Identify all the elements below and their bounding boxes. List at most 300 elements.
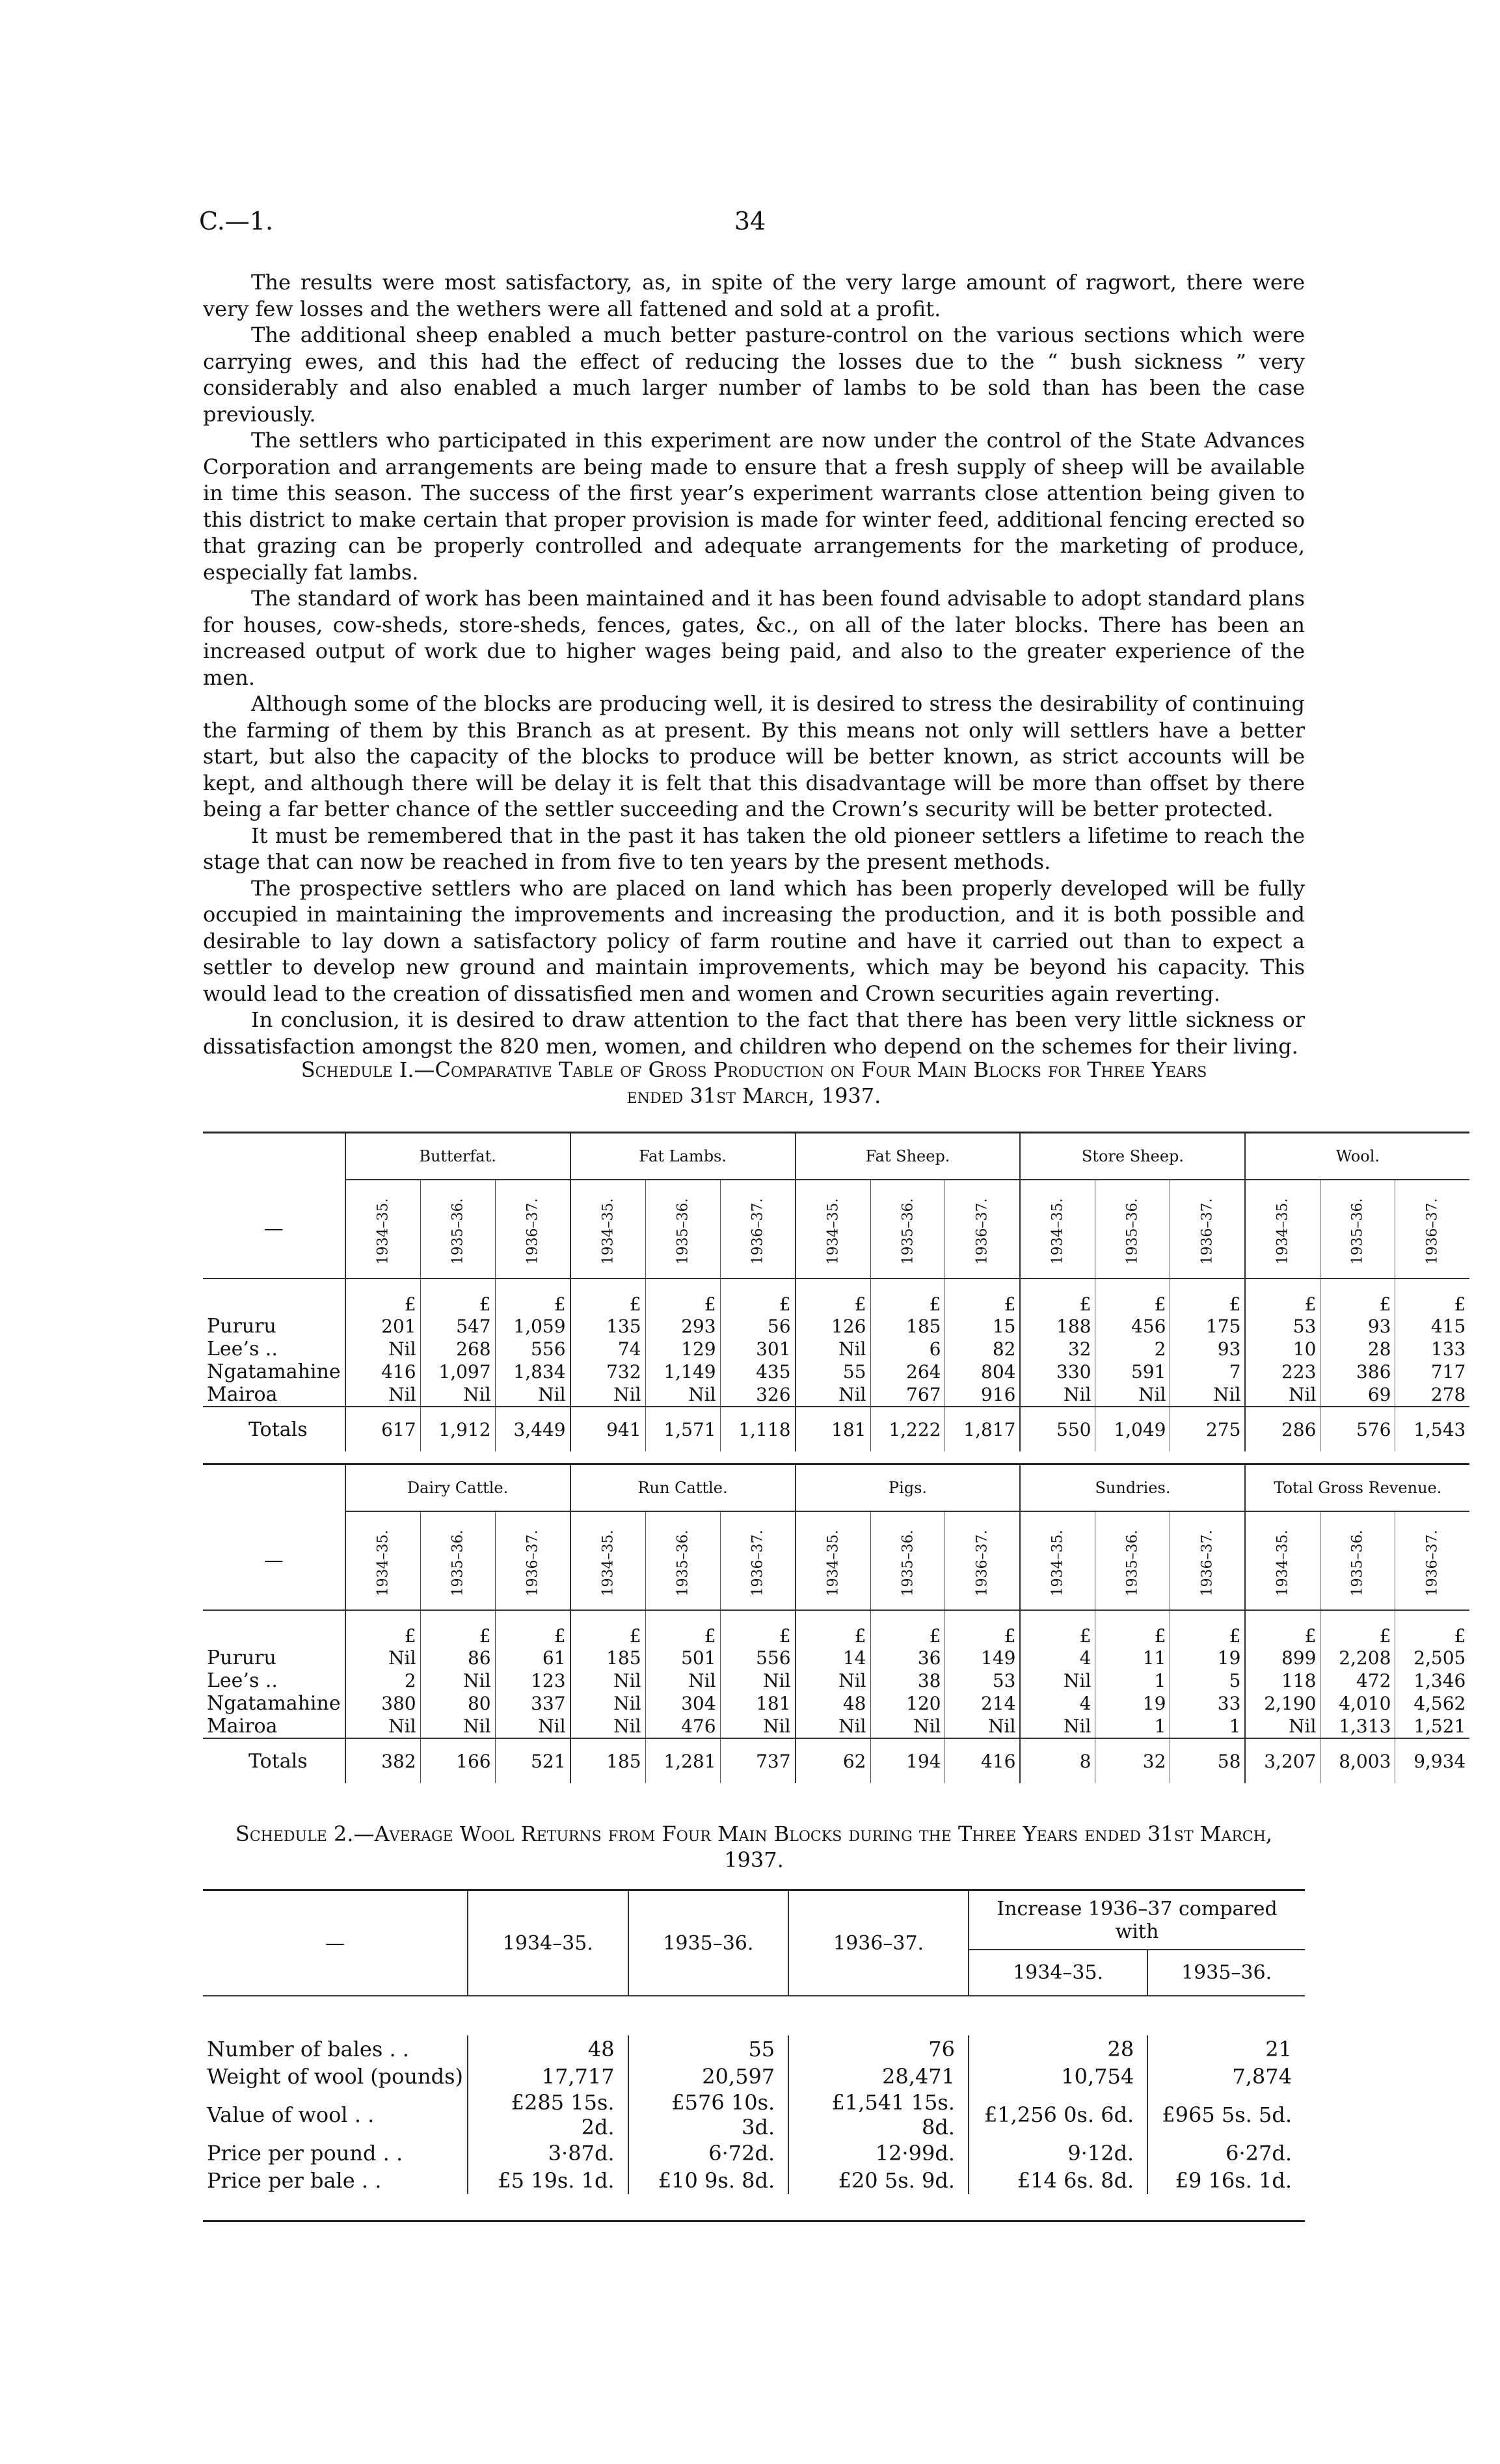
table-cell: 2,208	[1320, 1647, 1395, 1669]
year-label: 1936–37.	[1424, 1530, 1441, 1596]
row-label: Number of bales . .	[207, 2037, 409, 2061]
table-cell: Nil	[495, 1383, 570, 1407]
totals-cell: 3,207	[1245, 1738, 1320, 1783]
year-label: 1935–36.	[1349, 1530, 1366, 1596]
table-cell: 2	[345, 1669, 420, 1692]
table-cell: Nil	[570, 1669, 645, 1692]
table-cell: 5	[1170, 1669, 1245, 1692]
currency-symbol: £	[1170, 1278, 1245, 1315]
currency-symbol: £	[420, 1278, 495, 1315]
year-header	[1020, 1511, 1095, 1610]
paragraph: It must be remembered that in the past it has taken the old pioneer settlers a lifetime to reach the stage that can now be reached in from five to ten years by the present methods.	[203, 823, 1305, 874]
year-header	[645, 1511, 720, 1610]
table-cell: Nil	[570, 1692, 645, 1715]
totals-cell: 58	[1170, 1738, 1245, 1783]
year-label: 1934–35.	[600, 1198, 617, 1264]
currency-symbol: £	[1020, 1278, 1095, 1315]
column-header: 1935–36.	[628, 1890, 789, 1996]
table-cell: £9 16s. 1d.	[1147, 2167, 1305, 2194]
year-label: 1935–36.	[899, 1530, 916, 1596]
year-label: 1936–37.	[1424, 1198, 1441, 1264]
table-cell: Nil	[570, 1715, 645, 1738]
schedule1-caption	[203, 1057, 1305, 1109]
table-cell: Nil	[945, 1715, 1020, 1738]
currency-symbol: £	[570, 1610, 645, 1647]
table-cell: 181	[720, 1692, 795, 1715]
year-label: 1934–35.	[1274, 1198, 1291, 1264]
row-label: Lee’s ..	[207, 1669, 278, 1692]
table-row	[203, 2090, 1305, 2139]
table-cell: 501	[645, 1647, 720, 1669]
year-header-row	[203, 1180, 1469, 1278]
table-cell: 2,190	[1245, 1692, 1320, 1715]
table-cell: 14	[796, 1647, 870, 1669]
year-label: 1934–35.	[825, 1530, 842, 1596]
currency-symbol: £	[645, 1610, 720, 1647]
totals-cell: 181	[796, 1407, 870, 1451]
totals-cell: 1,118	[720, 1407, 795, 1451]
page-number: 34	[734, 207, 766, 235]
table-cell: 7	[1170, 1360, 1245, 1383]
table-row	[203, 1338, 1469, 1360]
table-cell: 415	[1395, 1315, 1469, 1338]
currency-symbol: £	[720, 1610, 795, 1647]
year-header	[495, 1511, 570, 1610]
table-cell: £5 19s. 1d.	[468, 2167, 628, 2194]
year-label: 1934–35.	[375, 1530, 392, 1596]
table-cell: 28	[969, 2035, 1147, 2063]
table-row	[203, 1692, 1469, 1715]
currency-symbol: £	[1170, 1610, 1245, 1647]
year-header	[945, 1180, 1020, 1278]
table-cell: 386	[1320, 1360, 1395, 1383]
table-row	[203, 1383, 1469, 1407]
table-cell: Nil	[796, 1669, 870, 1692]
table-row	[203, 1669, 1469, 1692]
table-cell: Nil	[345, 1715, 420, 1738]
table-cell: 36	[870, 1647, 945, 1669]
year-label: 1934–35.	[1049, 1530, 1066, 1596]
year-header	[1170, 1511, 1245, 1610]
totals-cell: 166	[420, 1738, 495, 1783]
table-cell: 456	[1095, 1315, 1170, 1338]
table-cell: 76	[788, 2035, 969, 2063]
table-cell: 2,505	[1395, 1647, 1469, 1669]
totals-cell: 941	[570, 1407, 645, 1451]
table-cell: 293	[645, 1315, 720, 1338]
table-cell: 264	[870, 1360, 945, 1383]
totals-cell: 550	[1020, 1407, 1095, 1451]
schedule1-caption-line: ended 31st March, 1937.	[626, 1083, 881, 1108]
table-cell: 188	[1020, 1315, 1095, 1338]
table-cell: 93	[1170, 1338, 1245, 1360]
schedule1-table-part2	[203, 1463, 1469, 1783]
table-cell: 126	[796, 1315, 870, 1338]
spacer-row	[203, 2194, 1305, 2221]
totals-cell: 194	[870, 1738, 945, 1783]
totals-cell: 1,912	[420, 1407, 495, 1451]
table-cell: 80	[420, 1692, 495, 1715]
totals-cell: 737	[720, 1738, 795, 1783]
table-cell: 74	[570, 1338, 645, 1360]
year-label: 1934–35.	[375, 1198, 392, 1264]
table-cell: 53	[945, 1669, 1020, 1692]
table-cell: Nil	[796, 1338, 870, 1360]
document-reference: C.—1.	[199, 207, 274, 235]
table-cell: 7,874	[1147, 2063, 1305, 2090]
currency-symbol: £	[645, 1278, 720, 1315]
table-cell: 1,313	[1320, 1715, 1395, 1738]
totals-cell: 1,817	[945, 1407, 1020, 1451]
table-cell: Nil	[1095, 1383, 1170, 1407]
table-cell: 15	[945, 1315, 1020, 1338]
table-cell: 556	[495, 1338, 570, 1360]
table-cell: 268	[420, 1338, 495, 1360]
stub-cell	[203, 1133, 345, 1180]
table-cell: Nil	[495, 1715, 570, 1738]
currency-symbol: £	[345, 1278, 420, 1315]
schedule1-caption-line: Schedule I.—Comparative Table of Gross Production on Four Main Blocks for Three Years	[301, 1057, 1207, 1082]
totals-label: Totals	[203, 1407, 345, 1451]
year-label: 1936–37.	[749, 1198, 766, 1264]
totals-cell: 617	[345, 1407, 420, 1451]
table-cell: 223	[1245, 1360, 1320, 1383]
table-cell: Nil	[420, 1715, 495, 1738]
table-cell: 767	[870, 1383, 945, 1407]
schedule2-table	[203, 1889, 1305, 2222]
table-cell: Nil	[796, 1715, 870, 1738]
table-cell: Nil	[870, 1715, 945, 1738]
body-text	[203, 269, 1305, 1059]
table-cell: 1	[1095, 1715, 1170, 1738]
totals-cell: 9,934	[1395, 1738, 1469, 1783]
table-cell: 93	[1320, 1315, 1395, 1338]
group-header-row	[203, 1464, 1469, 1512]
table-row	[203, 2167, 1305, 2194]
totals-row	[203, 1738, 1469, 1783]
table-cell: 278	[1395, 1383, 1469, 1407]
table-cell: 10	[1245, 1338, 1320, 1360]
table-cell: 149	[945, 1647, 1020, 1669]
table-cell: 120	[870, 1692, 945, 1715]
totals-cell: 382	[345, 1738, 420, 1783]
column-group-header: Total Gross Revenue.	[1245, 1464, 1469, 1512]
paragraph: In conclusion, it is desired to draw attention to the fact that there has been very little sickness or dissatisfaction amongst the 820 men, women, and children who depend on the schemes for their living.	[203, 1007, 1305, 1059]
table-cell: 916	[945, 1383, 1020, 1407]
table-cell: Nil	[345, 1383, 420, 1407]
table-cell: 17,717	[468, 2063, 628, 2090]
table-cell: 201	[345, 1315, 420, 1338]
totals-cell: 416	[945, 1738, 1020, 1783]
row-label: Price per bale . .	[207, 2168, 382, 2193]
table-cell: 20,597	[628, 2063, 789, 2090]
year-header	[945, 1511, 1020, 1610]
year-label: 1936–37.	[524, 1530, 541, 1596]
currency-symbol: £	[1095, 1278, 1170, 1315]
year-label: 1936–37.	[1199, 1530, 1216, 1596]
totals-cell: 1,543	[1395, 1407, 1469, 1451]
row-label: Pururu	[207, 1647, 276, 1669]
year-label: 1935–36.	[675, 1198, 691, 1264]
table-cell: 1,059	[495, 1315, 570, 1338]
table-cell: 1,834	[495, 1360, 570, 1383]
year-label: 1935–36.	[449, 1530, 466, 1596]
totals-cell: 1,571	[645, 1407, 720, 1451]
currency-symbol: £	[495, 1278, 570, 1315]
table-cell: £285 15s. 2d.	[468, 2090, 628, 2139]
year-header	[570, 1180, 645, 1278]
totals-label: Totals	[203, 1738, 345, 1783]
currency-symbol: £	[1095, 1610, 1170, 1647]
table-row	[203, 1715, 1469, 1738]
table-cell: 717	[1395, 1360, 1469, 1383]
table-cell: 82	[945, 1338, 1020, 1360]
table-cell: 416	[345, 1360, 420, 1383]
table-cell: 32	[1020, 1338, 1095, 1360]
table-cell: 33	[1170, 1692, 1245, 1715]
table-cell: 1,521	[1395, 1715, 1469, 1738]
year-label: 1934–35.	[1274, 1530, 1291, 1596]
table-cell: Nil	[1245, 1715, 1320, 1738]
year-header	[720, 1511, 795, 1610]
table-cell: Nil	[345, 1647, 420, 1669]
year-label: 1936–37.	[974, 1530, 991, 1596]
year-header	[796, 1511, 870, 1610]
currency-symbol: £	[420, 1610, 495, 1647]
totals-cell: 3,449	[495, 1407, 570, 1451]
table-cell: 53	[1245, 1315, 1320, 1338]
table-cell: 4	[1020, 1692, 1095, 1715]
table-row	[203, 1647, 1469, 1669]
table-cell: 337	[495, 1692, 570, 1715]
table-cell: 330	[1020, 1360, 1095, 1383]
year-label: 1936–37.	[974, 1198, 991, 1264]
column-header: 1934–35.	[969, 1950, 1147, 1996]
stub-cell	[203, 1278, 345, 1315]
table-cell: Nil	[720, 1669, 795, 1692]
totals-row	[203, 1407, 1469, 1451]
table-cell: 56	[720, 1315, 795, 1338]
column-group-header: Pigs.	[796, 1464, 1021, 1512]
year-label: 1936–37.	[1199, 1198, 1216, 1264]
table-cell: 1	[1170, 1715, 1245, 1738]
year-header	[870, 1511, 945, 1610]
row-label: Ngatamahine	[207, 1692, 341, 1715]
table-cell: 472	[1320, 1669, 1395, 1692]
table-row	[203, 2035, 1305, 2063]
table-cell: 55	[628, 2035, 789, 2063]
currency-symbol: £	[1245, 1610, 1320, 1647]
table-cell: £1,256 0s. 6d.	[969, 2090, 1147, 2139]
year-header-row	[203, 1511, 1469, 1610]
table-cell: 12·99d.	[788, 2139, 969, 2167]
schedule2-caption-line: 1937.	[724, 1848, 784, 1872]
row-label: Value of wool . .	[207, 2102, 375, 2127]
year-header	[1395, 1511, 1469, 1610]
table-cell: 1,149	[645, 1360, 720, 1383]
column-header: 1936–37.	[788, 1890, 969, 1996]
table-cell: 476	[645, 1715, 720, 1738]
currency-symbol: £	[345, 1610, 420, 1647]
table-cell: 6·27d.	[1147, 2139, 1305, 2167]
table-row	[203, 2139, 1305, 2167]
table-row	[203, 1315, 1469, 1338]
table-cell: 38	[870, 1669, 945, 1692]
paragraph: Although some of the blocks are producing well, it is desired to stress the desirability of continuing the farming of them by this Branch as at present. By this means not only will settlers have a better start, but also the capacity of the blocks to produce will be better known, as strict accounts will be kept, and although there will be delay it is felt that this disadvantage will be more than offset by there being a far better chance of the settler succeeding and the Crown’s security will be better protected.	[203, 691, 1305, 821]
spacer-cell	[203, 2194, 1305, 2221]
table-row	[203, 1360, 1469, 1383]
currency-symbol: £	[796, 1278, 870, 1315]
year-header	[420, 1180, 495, 1278]
totals-cell: 185	[570, 1738, 645, 1783]
currency-symbol: £	[720, 1278, 795, 1315]
table-cell: 175	[1170, 1315, 1245, 1338]
table-cell: 1,097	[420, 1360, 495, 1383]
schedule1-table-part1	[203, 1132, 1469, 1451]
table-cell: £1,541 15s. 8d.	[788, 2090, 969, 2139]
stub-cell	[203, 1610, 345, 1647]
currency-symbol: £	[1245, 1278, 1320, 1315]
table-cell: 11	[1095, 1647, 1170, 1669]
year-label: 1934–35.	[825, 1198, 842, 1264]
table-cell: 61	[495, 1647, 570, 1669]
table-cell: £576 10s. 3d.	[628, 2090, 789, 2139]
column-group-header: Run Cattle.	[570, 1464, 796, 1512]
table-cell: Nil	[1245, 1383, 1320, 1407]
currency-symbol: £	[870, 1610, 945, 1647]
table-cell: £10 9s. 8d.	[628, 2167, 789, 2194]
totals-cell: 62	[796, 1738, 870, 1783]
totals-cell: 8,003	[1320, 1738, 1395, 1783]
table-cell: 10,754	[969, 2063, 1147, 2090]
year-header	[1245, 1511, 1320, 1610]
table-cell: 48	[468, 2035, 628, 2063]
year-header	[345, 1180, 420, 1278]
table-cell: 28	[1320, 1338, 1395, 1360]
stub-cell	[203, 1464, 345, 1512]
table-cell: 123	[495, 1669, 570, 1692]
year-header	[345, 1511, 420, 1610]
table-cell: 4,562	[1395, 1692, 1469, 1715]
year-header	[1320, 1511, 1395, 1610]
year-header	[1245, 1180, 1320, 1278]
table-cell: 129	[645, 1338, 720, 1360]
year-header	[570, 1511, 645, 1610]
table-cell: Nil	[1020, 1715, 1095, 1738]
column-group-header: Dairy Cattle.	[345, 1464, 570, 1512]
column-group-header: Wool.	[1245, 1133, 1469, 1180]
currency-symbol: £	[945, 1278, 1020, 1315]
year-header	[1170, 1180, 1245, 1278]
table-cell: 118	[1245, 1669, 1320, 1692]
table-cell: 214	[945, 1692, 1020, 1715]
totals-cell: 8	[1020, 1738, 1095, 1783]
paragraph: The results were most satisfactory, as, in spite of the very large amount of ragwort, there were very few losses and the wethers were all fattened and sold at a profit.	[203, 270, 1305, 321]
table-cell: Nil	[345, 1338, 420, 1360]
spacer-row	[203, 1996, 1305, 2035]
currency-symbol: £	[796, 1610, 870, 1647]
table-cell: 69	[1320, 1383, 1395, 1407]
table-cell: Nil	[1020, 1383, 1095, 1407]
table-cell: 48	[796, 1692, 870, 1715]
table-cell: 380	[345, 1692, 420, 1715]
table-cell: Nil	[1020, 1669, 1095, 1692]
table-cell: 6	[870, 1338, 945, 1360]
column-group-header: Fat Sheep.	[796, 1133, 1021, 1180]
stub-header: —	[203, 1511, 345, 1610]
year-label: 1935–36.	[449, 1198, 466, 1264]
table-cell: 899	[1245, 1647, 1320, 1669]
table-cell: 547	[420, 1315, 495, 1338]
row-label: Price per pound . .	[207, 2141, 403, 2166]
currency-symbol: £	[1395, 1610, 1469, 1647]
schedule2-caption-line: Schedule 2.—Average Wool Returns from Four Main Blocks during the Three Years ended 31st March,	[235, 1822, 1273, 1846]
column-header: 1934–35.	[468, 1890, 628, 1996]
year-header	[495, 1180, 570, 1278]
table-cell: 133	[1395, 1338, 1469, 1360]
paragraph: The settlers who participated in this experiment are now under the control of the State Advances Corporation and arrangements are being made to ensure that a fresh supply of sheep will be available in time this season. The success of the first year’s experiment warrants close attention being given to this district to make certain that proper provision is made for winter feed, additional fencing erected so that grazing can be properly controlled and adequate arrangements for the marketing of produce, especially fat lambs.	[203, 428, 1305, 585]
column-header: 1935–36.	[1147, 1950, 1305, 1996]
table-cell: Nil	[796, 1383, 870, 1407]
year-header	[420, 1511, 495, 1610]
currency-symbol: £	[1395, 1278, 1469, 1315]
currency-row	[203, 1278, 1469, 1315]
row-label: Mairoa	[207, 1383, 278, 1406]
table-cell: 304	[645, 1692, 720, 1715]
year-label: 1934–35.	[1049, 1198, 1066, 1264]
table-row	[203, 2063, 1305, 2090]
group-header-row	[203, 1133, 1469, 1180]
table-cell: 19	[1170, 1647, 1245, 1669]
totals-cell: 275	[1170, 1407, 1245, 1451]
year-header	[720, 1180, 795, 1278]
table-cell: Nil	[1170, 1383, 1245, 1407]
table-cell: Nil	[720, 1715, 795, 1738]
table-cell: 804	[945, 1360, 1020, 1383]
stub-header: —	[325, 1931, 345, 1955]
paragraph: The prospective settlers who are placed on land which has been properly developed will be fully occupied in maintaining the improvements and increasing the production, and it is both possible and desirable to lay down a satisfactory policy of farm routine and have it carried out than to expect a settler to develop new ground and maintain improvements, which may be beyond his capacity. This would lead to the creation of dissatisfied men and women and Crown securities again reverting.	[203, 875, 1305, 1006]
year-header	[1395, 1180, 1469, 1278]
table-cell: 2	[1095, 1338, 1170, 1360]
table-cell: 55	[796, 1360, 870, 1383]
totals-cell: 521	[495, 1738, 570, 1783]
year-label: 1936–37.	[524, 1198, 541, 1264]
row-label: Mairoa	[207, 1715, 278, 1738]
table-cell: 4	[1020, 1647, 1095, 1669]
table-cell: 28,471	[788, 2063, 969, 2090]
year-label: 1935–36.	[1124, 1198, 1141, 1264]
table-cell: 135	[570, 1315, 645, 1338]
table-cell: 185	[870, 1315, 945, 1338]
spacer-cell	[203, 1996, 1305, 2035]
table-cell: Nil	[420, 1669, 495, 1692]
table-cell: 3·87d.	[468, 2139, 628, 2167]
table-cell: 19	[1095, 1692, 1170, 1715]
table-cell: 1	[1095, 1669, 1170, 1692]
currency-symbol: £	[570, 1278, 645, 1315]
table-cell: 1,346	[1395, 1669, 1469, 1692]
row-label: Weight of wool (pounds)	[207, 2064, 464, 2089]
currency-symbol: £	[945, 1610, 1020, 1647]
schedule2-caption	[203, 1821, 1305, 1873]
table-cell: 9·12d.	[969, 2139, 1147, 2167]
table-cell: £14 6s. 8d.	[969, 2167, 1147, 2194]
table-cell: 732	[570, 1360, 645, 1383]
year-label: 1936–37.	[749, 1530, 766, 1596]
totals-cell: 1,222	[870, 1407, 945, 1451]
table-cell: 301	[720, 1338, 795, 1360]
currency-symbol: £	[1020, 1610, 1095, 1647]
